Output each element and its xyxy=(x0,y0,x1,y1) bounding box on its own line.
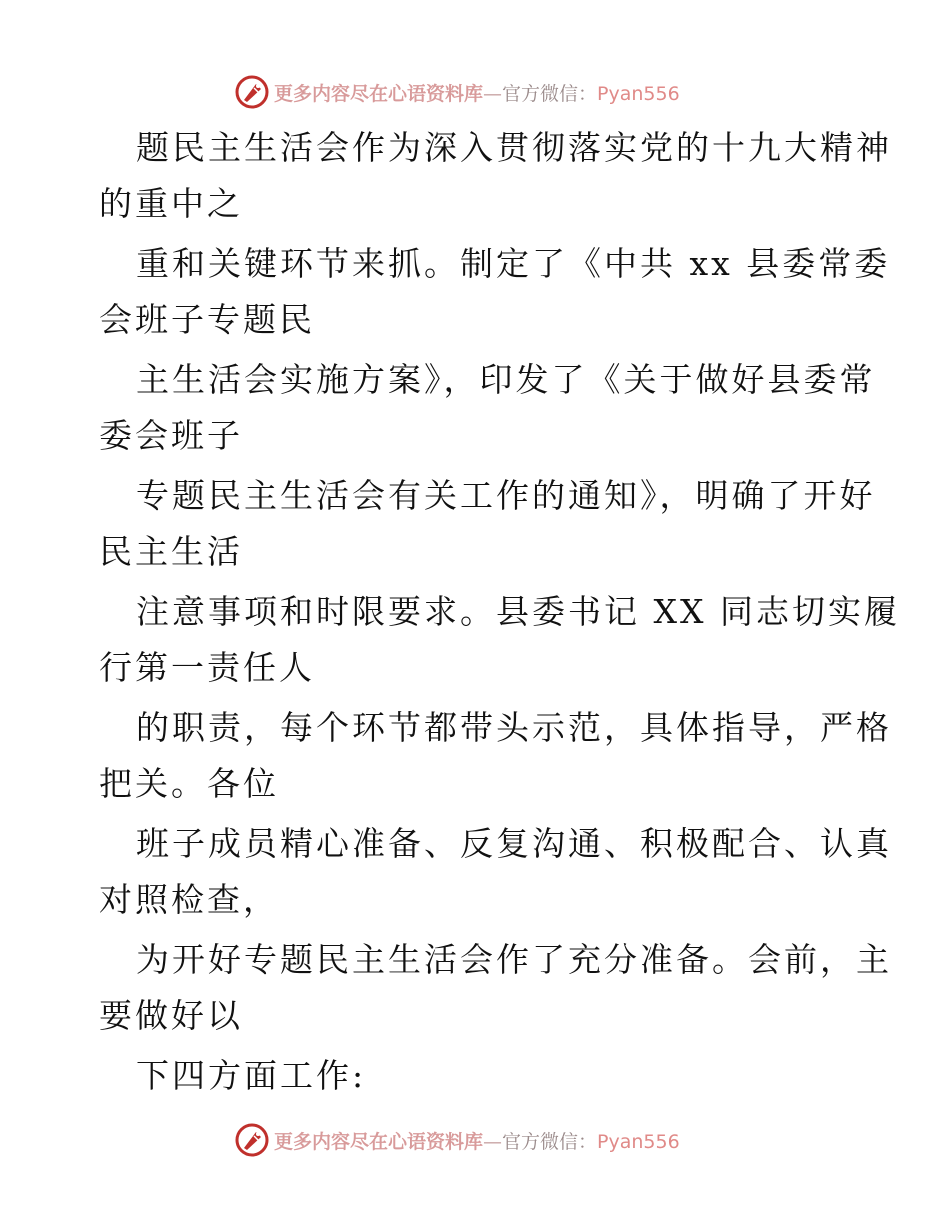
header-separator: — xyxy=(483,82,503,105)
body-line: 为开好专题民主生活会作了充分准备。会前，主 xyxy=(136,940,892,979)
body-line: 把关。各位 xyxy=(99,764,279,803)
footer-separator: — xyxy=(483,1130,503,1153)
body-line: 重和关键环节来抓。制定了《中共 xx 县委常委 xyxy=(136,244,891,283)
pen-nib-logo-icon xyxy=(234,74,270,110)
header-contact-label: 官方微信： xyxy=(502,82,598,105)
body-line: 要做好以 xyxy=(99,996,243,1035)
body-line: 委会班子 xyxy=(99,416,243,455)
body-line: 对照检查， xyxy=(99,880,279,919)
body-line: 专题民主生活会有关工作的通知》，明确了开好 xyxy=(136,476,876,515)
body-line: 行第一责任人 xyxy=(99,648,315,687)
body-line: 的重中之 xyxy=(99,184,243,223)
header-contact-id: Pyan556 xyxy=(597,82,680,105)
footer-banner xyxy=(234,1120,754,1160)
body-line: 班子成员精心准备、反复沟通、积极配合、认真 xyxy=(136,824,892,863)
body-line: 会班子专题民 xyxy=(99,300,315,339)
footer-brand: 更多内容尽在心语资料库 xyxy=(274,1130,484,1153)
footer-contact-id: Pyan556 xyxy=(597,1130,680,1153)
footer-contact-label: 官方微信： xyxy=(502,1130,598,1153)
header-banner xyxy=(234,72,754,112)
body-line: 民主生活 xyxy=(99,532,243,571)
body-line: 的职责，每个环节都带头示范，具体指导，严格 xyxy=(136,708,892,747)
body-line: 题民主生活会作为深入贯彻落实党的十九大精神 xyxy=(136,128,892,167)
header-brand: 更多内容尽在心语资料库 xyxy=(274,82,484,105)
body-line: 注意事项和时限要求。县委书记 XX 同志切实履 xyxy=(136,592,900,631)
pen-nib-logo-icon xyxy=(234,1122,270,1158)
body-line: 主生活会实施方案》，印发了《关于做好县委常 xyxy=(136,360,876,399)
body-line: 下四方面工作: xyxy=(136,1056,367,1095)
